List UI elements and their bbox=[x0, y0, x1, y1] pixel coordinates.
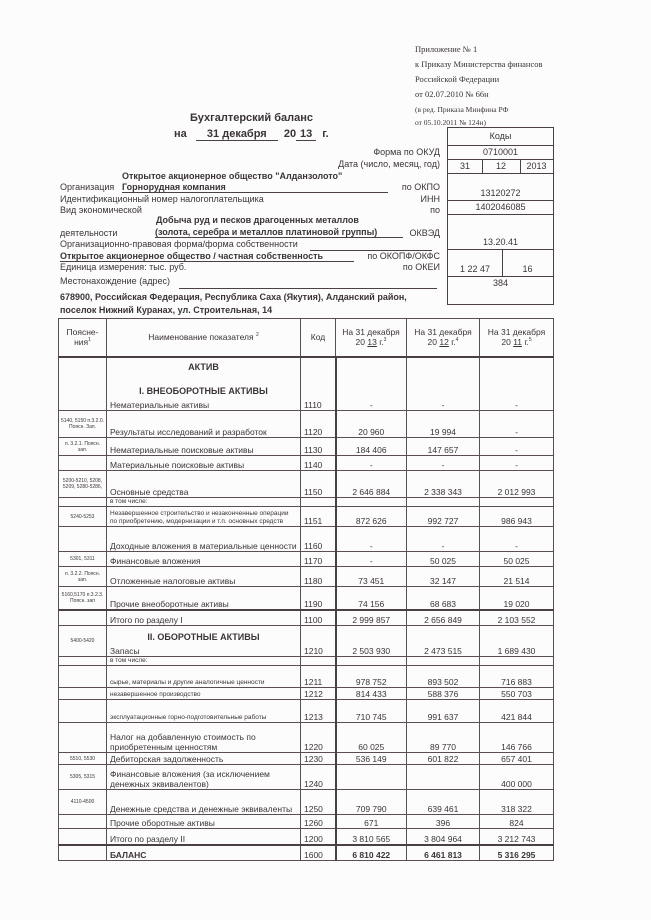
org-name: Горнорудная компания bbox=[122, 182, 388, 193]
row-name bbox=[107, 527, 301, 552]
row-label: в том числе: bbox=[110, 657, 148, 664]
row-notes: 5240-5253 bbox=[59, 507, 107, 527]
row-label: Запасы bbox=[110, 646, 140, 656]
row-code bbox=[301, 498, 336, 507]
row-value-2012: 991 637 bbox=[407, 700, 480, 723]
row-value-2011: 421 844 bbox=[480, 700, 554, 723]
table-row bbox=[59, 845, 554, 861]
address-line bbox=[179, 278, 437, 289]
row-name bbox=[107, 411, 301, 438]
row-label: незавершенное производство bbox=[110, 691, 201, 698]
row-notes bbox=[59, 723, 107, 753]
row-name bbox=[107, 815, 301, 829]
row-value-2011: - bbox=[480, 527, 554, 552]
row-value-2012: 992 727 bbox=[407, 507, 480, 527]
row-notes bbox=[59, 610, 107, 626]
row-code: 1180 bbox=[301, 567, 336, 587]
row-code: 1120 bbox=[301, 411, 336, 438]
row-label: Нематериальные активы bbox=[110, 400, 210, 410]
row-code: 1212 bbox=[301, 688, 336, 700]
row-label: Дебиторская задолженность bbox=[110, 754, 224, 764]
table-row bbox=[59, 688, 554, 700]
row-value-2013 bbox=[336, 498, 407, 507]
label-okud: Форма по ОКУД bbox=[373, 147, 440, 157]
code-okfs: 16 bbox=[522, 264, 533, 274]
row-value-2012 bbox=[407, 765, 480, 790]
row-value-2011: 400 000 bbox=[480, 765, 554, 790]
table-row bbox=[59, 567, 554, 587]
appendix-line: от 05.10.2011 № 124н) bbox=[415, 118, 486, 127]
row-value-2012: - bbox=[407, 456, 480, 471]
row-code: 1130 bbox=[301, 438, 336, 456]
row-name bbox=[107, 498, 301, 507]
row-label: сырье, материалы и другие аналогичные ценности bbox=[110, 679, 265, 686]
label-okved: ОКВЭД bbox=[409, 228, 440, 238]
row-value-2013: 978 752 bbox=[336, 666, 407, 688]
row-label: в том числе: bbox=[110, 498, 148, 505]
date-year: 13 bbox=[296, 128, 316, 141]
row-notes: 5140, 5150 п.3.2.0. Поясн. Зап. bbox=[59, 411, 107, 438]
code-date bbox=[448, 159, 553, 174]
row-code: 1151 bbox=[301, 507, 336, 527]
label-okopf: по ОКОПФ/ОКФС bbox=[367, 251, 440, 261]
table-row bbox=[59, 471, 554, 498]
row-value-2011: 657 401 bbox=[480, 753, 554, 765]
row-name bbox=[107, 626, 301, 657]
row-notes bbox=[59, 829, 107, 845]
table-row bbox=[59, 610, 554, 626]
row-value-2013: 2 646 884 bbox=[336, 471, 407, 498]
table-row bbox=[59, 587, 554, 610]
row-code: 1190 bbox=[301, 587, 336, 610]
row-value-2012: 89 770 bbox=[407, 723, 480, 753]
row-value-2013: 184 406 bbox=[336, 438, 407, 456]
row-value-2011: 2 012 993 bbox=[480, 471, 554, 498]
row-value-2012: 396 bbox=[407, 815, 480, 829]
row-name bbox=[107, 700, 301, 723]
row-name bbox=[107, 666, 301, 688]
row-value-2013: 710 745 bbox=[336, 700, 407, 723]
row-value-2011 bbox=[480, 657, 554, 666]
row-label: БАЛАНС bbox=[110, 850, 147, 860]
table-row bbox=[59, 507, 554, 527]
table-row bbox=[59, 626, 554, 657]
table-row bbox=[59, 498, 554, 507]
row-value-2011: 3 212 743 bbox=[480, 829, 554, 845]
row-code: 1240 bbox=[301, 765, 336, 790]
table-row bbox=[59, 765, 554, 790]
table-row bbox=[59, 527, 554, 552]
row-notes bbox=[59, 815, 107, 829]
row-notes: 4110-4500 bbox=[59, 790, 107, 815]
header-code: Код bbox=[301, 319, 336, 357]
table-row bbox=[59, 815, 554, 829]
row-name bbox=[107, 688, 301, 700]
row-value-2011 bbox=[480, 498, 554, 507]
label-inn-full: Идентификационный номер налогоплательщика bbox=[60, 194, 264, 204]
code-inn: 1402046085 bbox=[448, 200, 553, 215]
row-value-2011: 986 943 bbox=[480, 507, 554, 527]
row-value-2011: 2 103 552 bbox=[480, 610, 554, 626]
row-code: 1250 bbox=[301, 790, 336, 815]
date-day-month: 31 декабря bbox=[196, 128, 278, 141]
codes-header: Коды bbox=[448, 128, 553, 146]
code-okpo: 13120272 bbox=[448, 173, 553, 201]
report-date bbox=[174, 128, 329, 141]
row-name bbox=[107, 610, 301, 626]
row-code: 1140 bbox=[301, 456, 336, 471]
row-code: 1150 bbox=[301, 471, 336, 498]
row-code: 1160 bbox=[301, 527, 336, 552]
table-row bbox=[59, 700, 554, 723]
date-year-prefix: 20 bbox=[283, 128, 297, 140]
balance-table bbox=[58, 318, 554, 861]
row-value-2013: 709 790 bbox=[336, 790, 407, 815]
row-value-2011: - bbox=[480, 456, 554, 471]
section-heading: I. ВНЕОБОРОТНЫЕ АКТИВЫ bbox=[139, 386, 268, 396]
row-label: Прочие оборотные активы bbox=[110, 818, 215, 828]
row-name bbox=[107, 723, 301, 753]
legal-form-value: Открытое акционерное общество / частная собственность bbox=[60, 251, 354, 262]
row-value-2012: 893 502 bbox=[407, 666, 480, 688]
row-value-2013 bbox=[336, 765, 407, 790]
row-label: Основные средства bbox=[110, 487, 189, 497]
row-value-2012 bbox=[407, 498, 480, 507]
code-okopf-okfs bbox=[448, 249, 553, 277]
table-row bbox=[59, 753, 554, 765]
row-notes: 5400-5420 bbox=[59, 626, 107, 657]
row-value-2013: 814 433 bbox=[336, 688, 407, 700]
row-notes bbox=[59, 688, 107, 700]
row-value-2012: 19 994 bbox=[407, 411, 480, 438]
code-date-month: 12 bbox=[495, 161, 506, 171]
code-okved: 13.20.41 bbox=[448, 214, 553, 250]
row-code: 1230 bbox=[301, 753, 336, 765]
row-value-2013: 6 810 422 bbox=[336, 845, 407, 861]
row-value-2012 bbox=[407, 657, 480, 666]
row-value-2013: 73 451 bbox=[336, 567, 407, 587]
row-value-2012: 639 461 bbox=[407, 790, 480, 815]
address-line-1: 678900, Российская Федерация, Республика Саха (Якутия), Алданский район, bbox=[60, 292, 407, 302]
row-value-2013: 2 503 930 bbox=[336, 626, 407, 657]
row-label: Финансовые вложения (за исключением денежных эквивалентов) bbox=[110, 769, 270, 789]
row-name bbox=[107, 790, 301, 815]
row-name bbox=[107, 567, 301, 587]
code-okei: 384 bbox=[492, 278, 509, 288]
label-org: Организация bbox=[60, 182, 115, 192]
page-title: Бухгалтерский баланс bbox=[190, 112, 314, 124]
row-label: Денежные средства и денежные эквиваленты bbox=[110, 804, 293, 814]
code-date-year: 2013 bbox=[526, 161, 547, 171]
row-value-2013: 3 810 565 bbox=[336, 829, 407, 845]
table-row bbox=[59, 438, 554, 456]
row-value-2012: 68 683 bbox=[407, 587, 480, 610]
row-name bbox=[107, 552, 301, 567]
row-notes: п. 3.2.1. Поясн. зап. bbox=[59, 438, 107, 456]
row-value-2011: - bbox=[480, 357, 554, 411]
row-value-2013: 20 960 bbox=[336, 411, 407, 438]
org-name-full: Открытое акционерное общество "Алданзолото" bbox=[122, 171, 343, 181]
row-label: Итого по разделу I bbox=[110, 615, 183, 625]
row-value-2013: 536 149 bbox=[336, 753, 407, 765]
row-notes bbox=[59, 498, 107, 507]
row-value-2013: 2 999 857 bbox=[336, 610, 407, 626]
row-value-2013 bbox=[336, 657, 407, 666]
row-name bbox=[107, 438, 301, 456]
label-okei: по ОКЕИ bbox=[402, 262, 440, 272]
row-label: Финансовые вложения bbox=[110, 556, 201, 566]
label-inn: ИНН bbox=[420, 194, 440, 204]
row-value-2011: 824 bbox=[480, 815, 554, 829]
legal-form-line bbox=[310, 240, 432, 251]
row-name bbox=[107, 456, 301, 471]
row-name bbox=[107, 829, 301, 845]
row-value-2012: - bbox=[407, 357, 480, 411]
row-value-2012: 147 657 bbox=[407, 438, 480, 456]
row-value-2012: 32 147 bbox=[407, 567, 480, 587]
label-date: Дата (число, месяц, год) bbox=[338, 159, 440, 169]
table-row bbox=[59, 552, 554, 567]
date-suffix: г. bbox=[322, 128, 329, 140]
label-okpo: по ОКПО bbox=[401, 182, 440, 192]
table-row bbox=[59, 411, 554, 438]
row-value-2012: - bbox=[407, 527, 480, 552]
row-code: 1200 bbox=[301, 829, 336, 845]
activity-line-2: (золота, серебра и металлов платиновой группы) bbox=[155, 227, 403, 238]
code-okopf: 1 22 47 bbox=[459, 264, 491, 274]
table-row bbox=[59, 666, 554, 688]
row-code: 1210 bbox=[301, 626, 336, 657]
table-row bbox=[59, 456, 554, 471]
header-notes: Поясне-ния$^1$ bbox=[59, 319, 107, 357]
row-name bbox=[107, 507, 301, 527]
address-line-2: поселок Нижний Куранах, ул. Строительная, 14 bbox=[60, 305, 273, 315]
row-value-2011: - bbox=[480, 438, 554, 456]
table-row bbox=[59, 723, 554, 753]
row-value-2013: 74 156 bbox=[336, 587, 407, 610]
row-notes: п. 3.2.2. Поясн. зап. bbox=[59, 567, 107, 587]
code-okud: 0710001 bbox=[448, 145, 553, 160]
row-name bbox=[107, 357, 301, 411]
row-notes bbox=[59, 527, 107, 552]
row-value-2011: 19 020 bbox=[480, 587, 554, 610]
row-value-2011: 1 689 430 bbox=[480, 626, 554, 657]
row-value-2013: 671 bbox=[336, 815, 407, 829]
row-value-2012: 2 338 343 bbox=[407, 471, 480, 498]
header-col-2013: На 31 декабря 20 13 г.$^3$ bbox=[336, 319, 407, 357]
row-value-2013: - bbox=[336, 456, 407, 471]
row-value-2012: 6 461 813 bbox=[407, 845, 480, 861]
row-label: Незавершенное строительство и незаконченные операции по приобретению, модернизации и т.п. основных средств bbox=[110, 510, 289, 525]
row-code: 1220 bbox=[301, 723, 336, 753]
row-notes: 5301, 5311 bbox=[59, 552, 107, 567]
row-value-2011: 5 316 295 bbox=[480, 845, 554, 861]
table-row bbox=[59, 790, 554, 815]
row-value-2011: 50 025 bbox=[480, 552, 554, 567]
row-value-2012: 2 656 849 bbox=[407, 610, 480, 626]
row-code: 1110 bbox=[301, 357, 336, 411]
row-value-2013: 60 025 bbox=[336, 723, 407, 753]
label-unit: Единица измерения: тыс. руб. bbox=[60, 262, 187, 272]
label-activity: Вид экономической bbox=[60, 205, 142, 215]
row-code: 1260 bbox=[301, 815, 336, 829]
header-name: Наименование показателя $^2$ bbox=[107, 319, 301, 357]
date-prefix: на bbox=[174, 128, 187, 140]
header-col-2011: На 31 декабря 20 11 г.$^5$ bbox=[480, 319, 554, 357]
row-code: 1170 bbox=[301, 552, 336, 567]
row-name bbox=[107, 753, 301, 765]
row-label: Доходные вложения в материальные ценности bbox=[110, 541, 297, 551]
row-code: 1211 bbox=[301, 666, 336, 688]
row-notes: 5510, 5530 bbox=[59, 753, 107, 765]
row-value-2011: - bbox=[480, 411, 554, 438]
row-notes bbox=[59, 456, 107, 471]
row-value-2011: 318 322 bbox=[480, 790, 554, 815]
row-label: Нематериальные поисковые активы bbox=[110, 445, 254, 455]
row-notes bbox=[59, 666, 107, 688]
row-value-2013: - bbox=[336, 527, 407, 552]
table-row bbox=[59, 829, 554, 845]
header-col-2012: На 31 декабря 20 12 г.$^4$ bbox=[407, 319, 480, 357]
row-label: Прочие внеоборотные активы bbox=[110, 598, 229, 609]
label-activity-2: деятельности bbox=[60, 228, 118, 238]
appendix-line: Российской Федерации bbox=[415, 74, 500, 84]
row-value-2012: 2 473 515 bbox=[407, 626, 480, 657]
appendix-line: (в ред. Приказа Минфина РФ bbox=[415, 105, 509, 114]
row-value-2011: 146 766 bbox=[480, 723, 554, 753]
row-name bbox=[107, 471, 301, 498]
row-code bbox=[301, 657, 336, 666]
table-row bbox=[59, 657, 554, 666]
row-value-2012: 588 376 bbox=[407, 688, 480, 700]
row-value-2011: 550 703 bbox=[480, 688, 554, 700]
row-name bbox=[107, 845, 301, 861]
section-title: АКТИВ bbox=[188, 362, 219, 372]
row-name bbox=[107, 587, 301, 610]
table-row bbox=[59, 357, 554, 411]
row-value-2013: 872 626 bbox=[336, 507, 407, 527]
row-notes bbox=[59, 357, 107, 411]
row-name bbox=[107, 657, 301, 666]
codes-box bbox=[447, 127, 554, 305]
row-notes bbox=[59, 845, 107, 861]
row-notes: 5200-5210, 5208, 5209, 5280-5286, bbox=[59, 471, 107, 498]
row-label: эксплуатационные горно-подготовительные работы bbox=[110, 714, 267, 721]
row-notes bbox=[59, 700, 107, 723]
row-value-2012: 50 025 bbox=[407, 552, 480, 567]
row-label: Результаты исследований и разработок bbox=[110, 427, 267, 437]
table-header-row bbox=[59, 319, 554, 357]
row-notes: 5305, 5315 bbox=[59, 765, 107, 790]
appendix-line: Приложение № 1 bbox=[415, 44, 478, 54]
section-heading: II. ОБОРОТНЫЕ АКТИВЫ bbox=[147, 632, 260, 642]
code-date-day: 31 bbox=[459, 161, 470, 171]
label-po: по bbox=[430, 205, 440, 215]
row-notes: 5160,5170 п.3.2.3. Поясн. зап bbox=[59, 587, 107, 610]
row-value-2012: 3 804 964 bbox=[407, 829, 480, 845]
label-address: Местонахождение (адрес) bbox=[60, 276, 170, 286]
activity-line-1: Добыча руд и песков драгоценных металлов bbox=[156, 215, 359, 225]
row-code: 1213 bbox=[301, 700, 336, 723]
row-code: 1600 bbox=[301, 845, 336, 861]
row-value-2011: 716 883 bbox=[480, 666, 554, 688]
row-label: Итого по разделу II bbox=[110, 833, 186, 844]
row-value-2013: - bbox=[336, 552, 407, 567]
row-label: Отложенные налоговые активы bbox=[110, 576, 236, 586]
row-notes bbox=[59, 657, 107, 666]
row-name bbox=[107, 765, 301, 790]
label-legal-form: Организационно-правовая форма/форма собственности bbox=[60, 239, 298, 249]
row-value-2012: 601 822 bbox=[407, 753, 480, 765]
appendix-line: от 02.07.2010 № 66н bbox=[415, 89, 489, 99]
appendix-line: к Приказу Министерства финансов bbox=[415, 59, 543, 69]
row-code: 1100 bbox=[301, 610, 336, 626]
row-label: Налог на добавленную стоимость по приобретенным ценностям bbox=[110, 732, 256, 752]
row-value-2013: - bbox=[336, 357, 407, 411]
row-label: Материальные поисковые активы bbox=[110, 460, 245, 470]
row-value-2011: 21 514 bbox=[480, 567, 554, 587]
